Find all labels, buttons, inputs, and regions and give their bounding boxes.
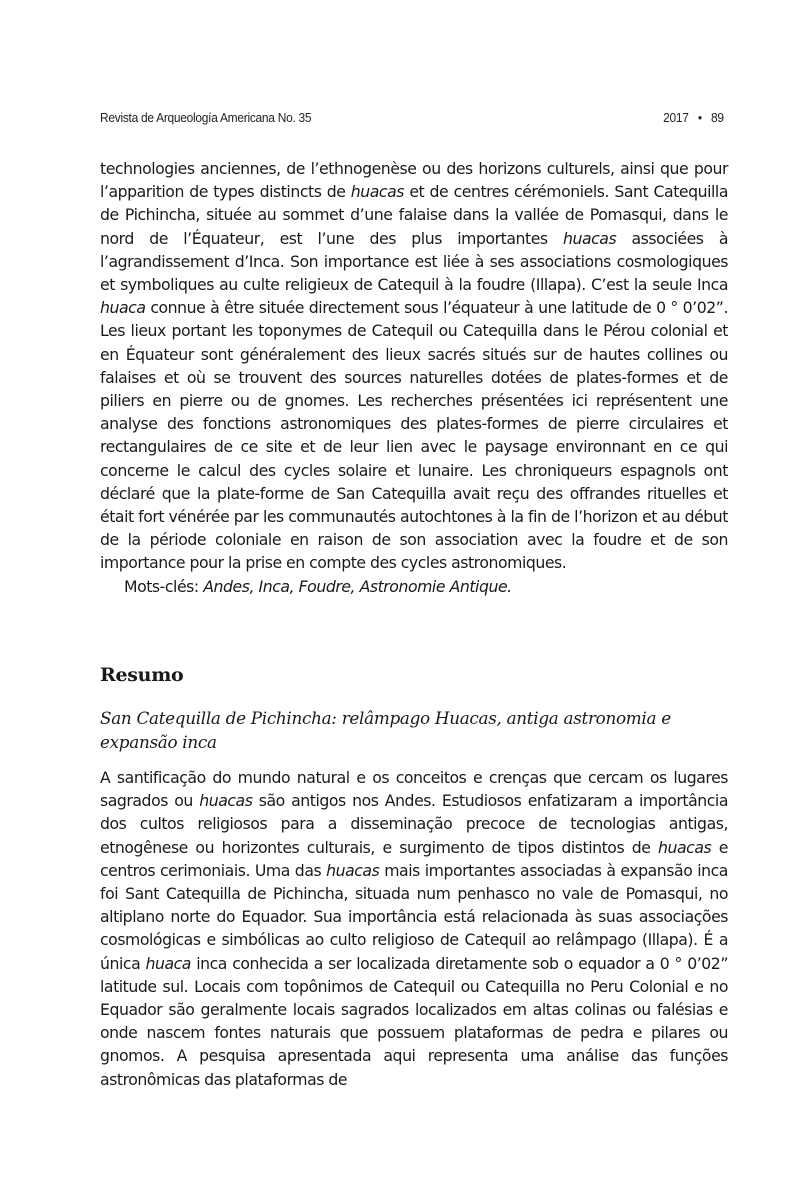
italic-term: huacas xyxy=(658,837,712,857)
text-run: technologies anciennes, de l’ethnogenèse ou des horizons culturels, ainsi que pour l’apparition de types distincts de xyxy=(100,159,728,202)
page-number: 89 xyxy=(710,110,724,125)
text-run: associées à l’agrandissement d’Inca. Son importance est liée à ses associations cosmologiques et symboliques au culte religieux de Catequil à la foudre (Illapa). C’est la seule Inca xyxy=(100,228,728,295)
header-bullet: • xyxy=(697,110,702,125)
keywords-list: Andes, Inca, Foudre, Astronomie Antique. xyxy=(203,576,512,596)
text-run: connue à être située directement sous l’équateur à une latitude de 0 ° 0’02”. Les lieux portant les toponymes de Catequil ou Catequilla dans le Pérou colonial et en Équateur sont généralement des lieux sacrés situés sur de hautes collines ou falaises et où se trouvent des sources naturelles dotées de plates-formes et de piliers en pierre ou de gnomes. Les recherches présentées ici représentent une analyse des fonctions astronomiques des plates-formes de pierre circulaires et rectangulaires de ce site et de leur lien avec le paysage environnant en ce qui concerne le calcul des cycles solaire et lunaire. Les chroniqueurs espagnols ont déclaré que la plate-forme de San Catequilla avait reçu des offrandes rituelles et était fort vénérée par les communautés autochtones à la fin de l’horizon et au début de la période coloniale en raison de son association avec la foudre et de son importance pour la prise en compte des cycles astronomiques. xyxy=(100,298,728,573)
italic-term: huacas xyxy=(326,860,380,880)
keywords-label: Mots-clés: xyxy=(124,576,204,596)
text-run: et de centres cérémoniels. Sant Catequilla de Pichincha, située au sommet d’une falaise dans la vallée de Pomasqui, dans le nord de l’Équateur, est l’une des plus importantes xyxy=(100,182,728,248)
french-abstract xyxy=(100,157,728,598)
portuguese-abstract xyxy=(100,766,728,1091)
year: 2017 xyxy=(663,110,689,125)
text-run: são antigos nos Andes. Estudiosos enfatizaram a importância dos cultos religiosos para a disseminação precoce de tecnologias antigas, etnogênese ou horizontes culturais, e surgimento de tipos distintos de xyxy=(100,791,728,857)
resumo-heading: Resumo xyxy=(100,664,184,686)
running-header xyxy=(100,110,724,130)
italic-term: huaca xyxy=(145,953,191,973)
journal-title: Revista de Arqueología Americana No. 35 xyxy=(100,110,312,125)
italic-term: huacas xyxy=(199,791,253,811)
text-run: inca conhecida a ser localizada diretamente sob o equador a 0 ° 0’02” latitude sul. Locais com topônimos de Catequil ou Catequilla no Peru Colonial e no Equador são geralmente locais sagrados localizados em altas colinas ou falésias e onde nascem fontes naturais que possuem plataformas de pedra e pilares ou gnomos. A pesquisa apresentada aqui representa uma análise das funções astronômicas das plataformas de xyxy=(100,953,728,1089)
keywords-line xyxy=(100,575,728,598)
portuguese-abstract-paragraph xyxy=(100,766,728,1091)
header-right xyxy=(663,110,724,125)
italic-term: huaca xyxy=(100,298,146,318)
italic-term: huacas xyxy=(562,228,617,248)
text-run: e centros cerimoniais. Uma das xyxy=(100,837,728,880)
text-run: mais importantes associadas à expansão inca foi Sant Catequilla de Pichincha, situada num penhasco no vale de Pomasqui, no altiplano norte do Equador. Sua importância está relacionada às suas associações cosmológicas e simbólicas ao culto religioso de Catequil ao relâmpago (Illapa). É a única xyxy=(100,860,728,973)
french-abstract-paragraph xyxy=(100,157,728,575)
italic-term: huacas xyxy=(350,182,404,202)
text-run: A santificação do mundo natural e os conceitos e crenças que cercam os lugares sagrados ou xyxy=(100,768,728,811)
resumo-subtitle: San Catequilla de Pichincha: relâmpago Huacas, antiga astronomia e expansão inca xyxy=(100,708,671,752)
